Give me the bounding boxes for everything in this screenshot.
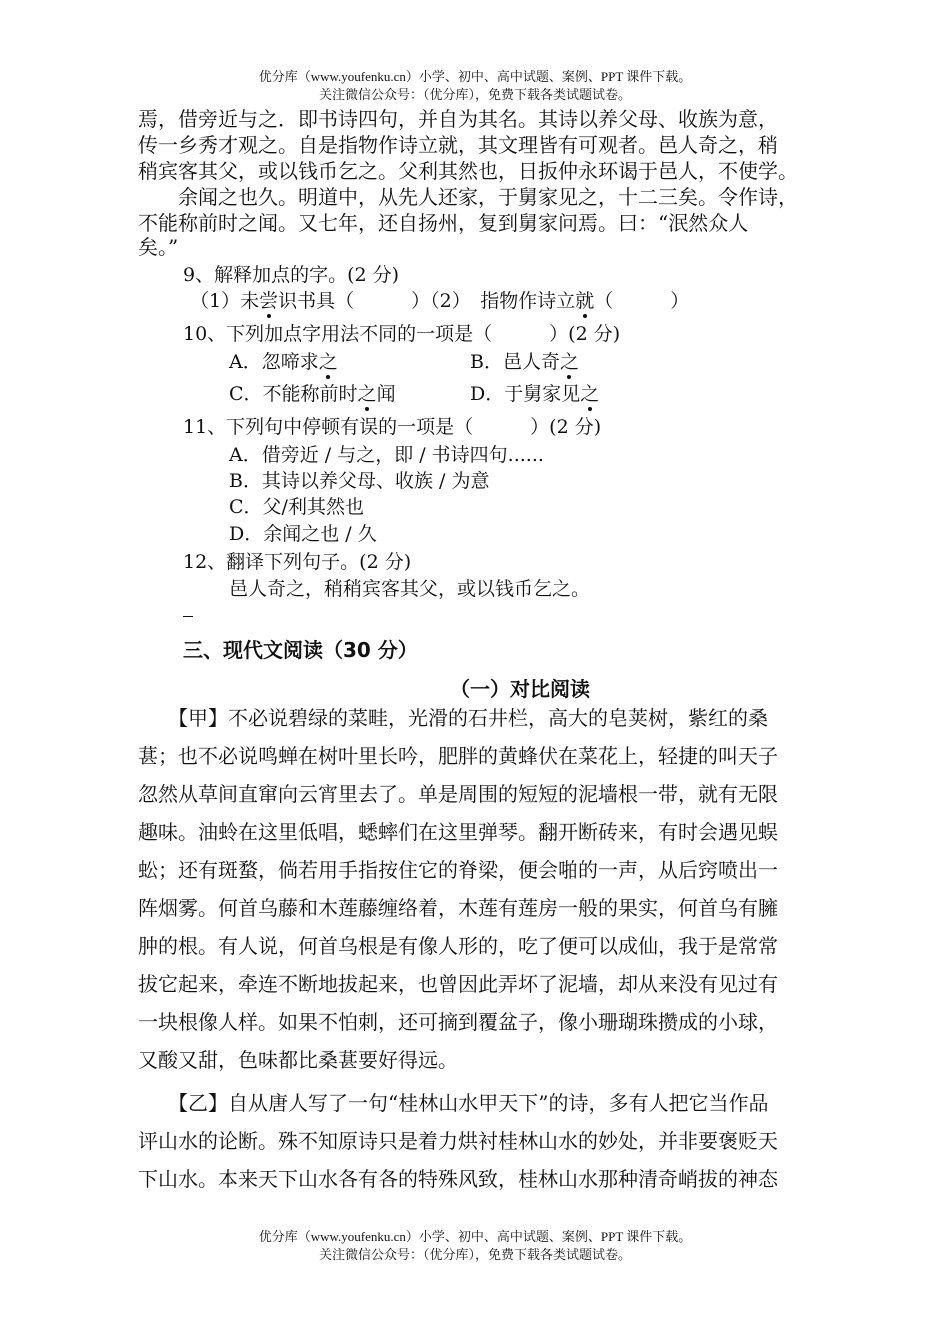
jia-line: 阵烟雾。何首乌藤和木莲藤缠络着，木莲有莲房一般的果实，何首乌有臃 bbox=[138, 896, 778, 920]
passage-line: 传一乡秀才观之。自是指物作诗立就，其文理皆有可观者。邑人奇之，稍 bbox=[138, 133, 778, 157]
q9-item2-dotted-char: 就 bbox=[575, 290, 595, 312]
jia-line: 蚣；还有斑蝥，倘若用手指按住它的脊梁，便会啪的一声，从后窍喷出一 bbox=[138, 858, 778, 882]
q10-option-d: D．于舅家见之 bbox=[470, 383, 600, 405]
header-line-1: 优分库（www.youfenku.cn）小学、初中、高中试题、案例、PPT 课件下载。 bbox=[258, 69, 692, 84]
q9-item1-dotted-char: 尝 bbox=[259, 290, 279, 312]
q11-option-d: D．余闻之也 / 久 bbox=[229, 523, 377, 545]
q9-item2-post: （ ） bbox=[594, 290, 690, 312]
q10-d-dotted-char: 之 bbox=[580, 383, 600, 405]
passage-line: 稍宾客其父，或以钱币乞之。父利其然也，日扳仲永环谒于邑人，不使学。 bbox=[138, 159, 798, 183]
answer-blank-line bbox=[183, 616, 193, 617]
jia-line: 忽然从草间直窜向云宵里去了。单是周围的短短的泥墙根一带，就有无限 bbox=[138, 782, 778, 806]
jia-line: 肿的根。有人说，何首乌根是有像人形的，吃了便可以成仙，我于是常常 bbox=[138, 934, 778, 958]
q10-option-c: C．不能称前时之闻 bbox=[229, 383, 396, 405]
jia-line: 又酸又甜，色味都比桑葚要好得远。 bbox=[138, 1048, 458, 1072]
passage-line: 余闻之也久。明道中，从先人还家，于舅家见之，十二三矣。令作诗， bbox=[138, 185, 798, 209]
q11-option-a: A．借旁近 / 与之，即 / 书诗四句...... bbox=[229, 444, 544, 466]
jia-line: 拔它起来，牵连不断地拔起来，也曾因此弄坏了泥墙，却从来没有见过有 bbox=[138, 972, 778, 996]
q10-c-dotted-char: 之 bbox=[357, 383, 377, 405]
passage-line: 矣。” bbox=[138, 235, 179, 259]
section-3-subtitle: （一）对比阅读 bbox=[450, 677, 590, 701]
question-12-stem: 12、翻译下列句子。(2 分) bbox=[183, 551, 412, 573]
yi-line: 下山水。本来天下山水各有各的特殊风致，桂林山水那种清奇峭拔的神态 bbox=[138, 1167, 778, 1191]
question-9-items bbox=[190, 288, 689, 314]
q9-item2-pre: （2） 指物作诗立 bbox=[430, 290, 576, 312]
jia-line: 一块根像人样。如果不怕刺，还可摘到覆盆子，像小珊瑚珠攒成的小球， bbox=[138, 1010, 778, 1034]
q10-option-b: B．邑人奇之 bbox=[470, 351, 579, 373]
q10-a-dotted-char: 之 bbox=[318, 351, 338, 373]
q9-item1-post: 识书具（ ） bbox=[278, 290, 431, 312]
yi-line: 【乙】自从唐人写了一句“桂林山水甲天下”的诗，多有人把它当作品 bbox=[138, 1091, 769, 1115]
jia-line: 葚；也不必说鸣蝉在树叶里长吟，肥胖的黄蜂伏在菜花上，轻捷的叫天子 bbox=[138, 744, 778, 768]
jia-line: 【甲】不必说碧绿的菜畦，光滑的石井栏，高大的皂荚树，紫红的桑 bbox=[138, 706, 768, 730]
jia-line: 趣味。油蛉在这里低唱，蟋蟀们在这里弹琴。翻开断砖来，有时会遇见蜈 bbox=[138, 820, 778, 844]
header-line-2: 关注微信公众号：（优分库），免费下载各类试题试卷。 bbox=[318, 87, 631, 102]
passage-line: 焉，借旁近与之．即书诗四句，并自为其名。其诗以养父母、收族为意， bbox=[138, 107, 778, 131]
question-10-stem: 10、下列加点字用法不同的一项是（ ）(2 分) bbox=[183, 323, 621, 345]
footer-line-1: 优分库（www.youfenku.cn）小学、初中、高中试题、案例、PPT 课件下载。 bbox=[258, 1229, 692, 1244]
question-11-stem: 11、下列句中停顿有误的一项是（ ）(2 分) bbox=[183, 416, 602, 438]
section-3-title: 三、现代文阅读（30 分） bbox=[183, 638, 418, 662]
yi-line: 评山水的论断。殊不知原诗只是着力烘衬桂林山水的妙处，并非要褒贬天 bbox=[138, 1129, 778, 1153]
footer-line-2: 关注微信公众号：（优分库），免费下载各类试题试卷。 bbox=[318, 1247, 631, 1262]
q12-sentence: 邑人奇之，稍稍宾客其父，或以钱币乞之。 bbox=[229, 578, 591, 600]
passage-line: 不能称前时之闻。又七年，还自扬州，复到舅家问焉。曰：“泯然众人 bbox=[138, 211, 749, 235]
q10-option-a: A．忽啼求之 bbox=[229, 351, 338, 373]
q9-item1-pre: （1）未 bbox=[190, 290, 260, 312]
q11-option-b: B．其诗以养父母、收族 / 为意 bbox=[229, 470, 490, 492]
q10-b-dotted-char: 之 bbox=[559, 351, 579, 373]
question-9-stem: 9、解释加点的字。(2 分) bbox=[183, 264, 400, 286]
q11-option-c: C．父/利其然也 bbox=[229, 496, 364, 518]
